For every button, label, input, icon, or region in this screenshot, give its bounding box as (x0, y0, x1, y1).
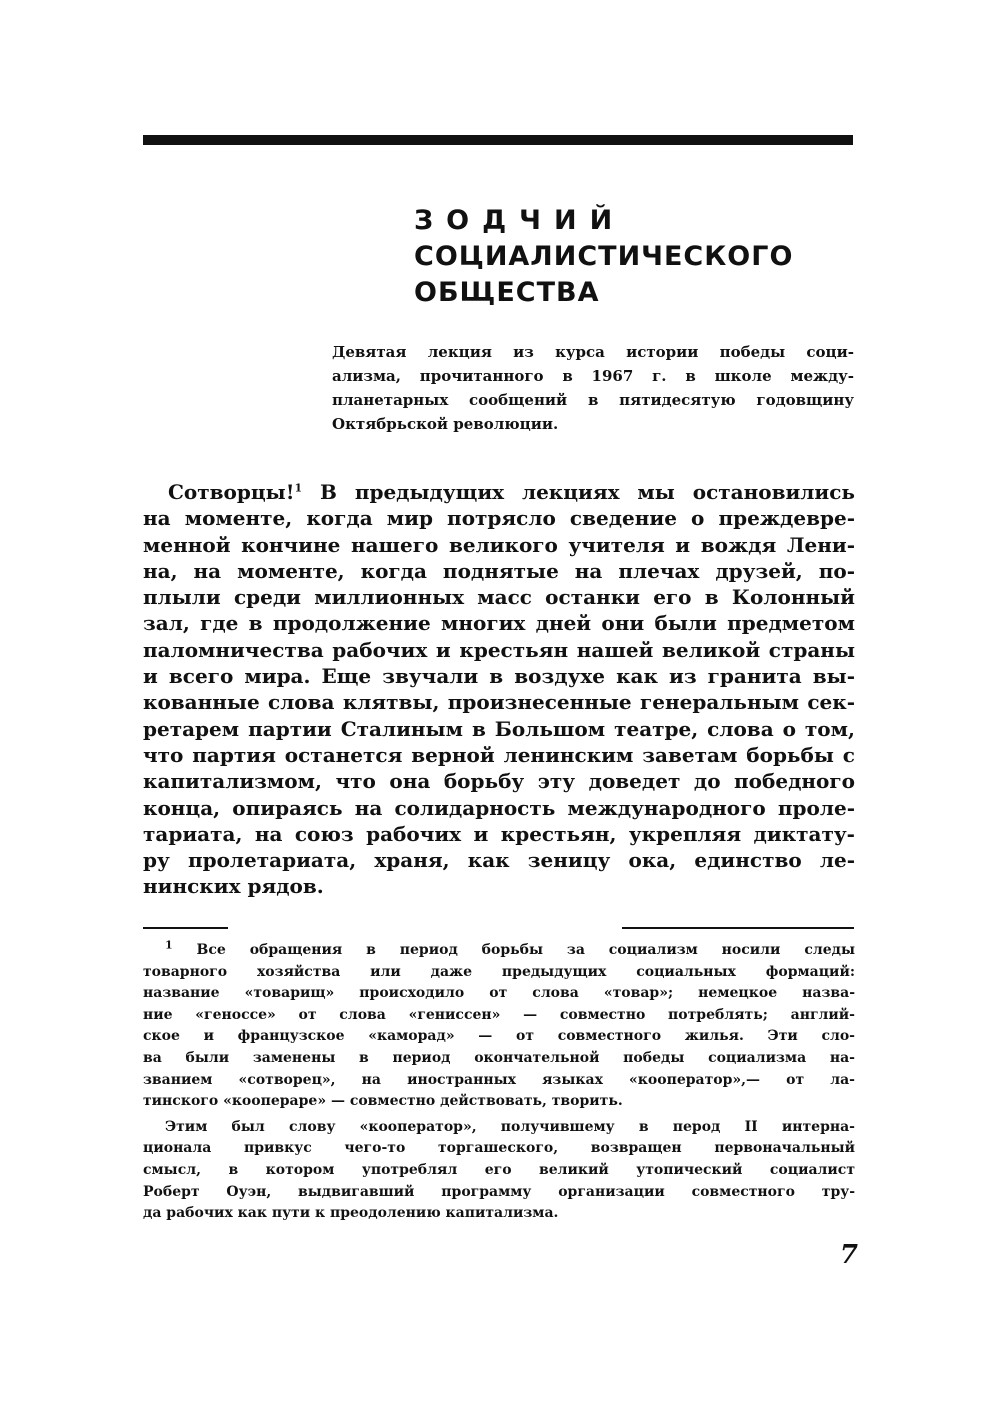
body-line: нинских рядов. (143, 874, 324, 899)
body-line: на, на моменте, когда поднятые на плечах друзей, по- (143, 558, 855, 583)
footnote-ref-mark: 1 (294, 481, 303, 495)
footnote-rule-right (622, 927, 854, 929)
title-line-1: ЗОДЧИЙ (414, 205, 626, 236)
footnote-paragraph-2 (143, 1117, 855, 1225)
footnote-mark: 1 (165, 938, 173, 952)
body-line: капитализмом, что она борьбу эту доведет до победного (143, 769, 855, 794)
footnote-line: ва были заменены в период окончательной победы социализма на- (143, 1049, 855, 1066)
footnote-first-text: Все обращения в период борьбы за социализм носили следы (196, 942, 855, 958)
body-line: ру пролетариата, храня, как зеницу ока, единство ле- (143, 848, 855, 873)
footnote-line: товарного хозяйства или даже предыдущих социальных формаций: (143, 963, 855, 980)
footnote (143, 940, 855, 1225)
title-line-3: ОБЩЕСТВА (414, 277, 600, 308)
footnote-line: да рабочих как пути к преодолению капитализма. (143, 1205, 559, 1222)
page-number: 7 (839, 1240, 858, 1270)
footnote-line: название «товарищ» происходило от слова «товар»; немецкое назва- (143, 985, 855, 1002)
subtitle-line: планетарных сообщений в пятидесятую годовщину (332, 391, 854, 409)
body-line: паломничества рабочих и крестьян нашей великой страны (143, 637, 855, 662)
body-line: конца, опираясь на солидарность международного проле- (143, 795, 855, 820)
first-word: Сотворцы! (168, 480, 295, 504)
body-line: кованные слова клятвы, произнесенные генеральным сек- (143, 690, 855, 715)
body-line: ретарем партии Сталиным в Большом театре, слова о том, (143, 716, 855, 741)
body-line: и всего мира. Еще звучали в воздухе как из гранита вы- (143, 664, 855, 689)
top-rule (143, 135, 853, 145)
body-line: зал, где в продолжение многих дней они были предметом (143, 611, 855, 636)
footnote-line: Этим был слову «кооператор», получившему в перод II интерна- (165, 1118, 855, 1135)
body-line: что партия останется верной ленинским заветам борьбы с (143, 742, 855, 767)
footnote-line: званием «сотворец», на иностранных языках «кооператор»,— от ла- (143, 1071, 855, 1088)
body-line: плыли среди миллионных масс останки его в Колонный (143, 585, 855, 610)
body-line (143, 479, 855, 505)
footnote-rule-left (143, 927, 228, 929)
subtitle-line: Октябрьской революции. (332, 415, 559, 433)
chapter-subtitle (332, 340, 854, 436)
footnote-line: смысл, в котором употреблял его великий утопический социалист (143, 1161, 855, 1178)
first-line-rest: В предыдущих лекциях мы остановились (320, 480, 855, 504)
footnote-line: тинского «коопераре» — совместно действовать, творить. (143, 1093, 623, 1110)
body-line: на моменте, когда мир потрясло сведение о преждевре- (143, 506, 855, 531)
subtitle-line: ализма, прочитанного в 1967 г. в школе между- (332, 367, 854, 385)
body-paragraph (143, 479, 855, 900)
footnote-line: Роберт Оуэн, выдвигавший программу организации совместного тру- (143, 1183, 855, 1200)
footnote-line: ционала привкус чего-то торгашеского, возвращен первоначальный (143, 1140, 855, 1157)
body-line: менной кончине нашего великого учителя и вождя Лени- (143, 532, 855, 557)
footnote-line: ние «геноссе» от слова «гениссен» — совместно потреблять; англий- (143, 1006, 855, 1023)
footnote-line (143, 940, 855, 962)
chapter-title (414, 203, 864, 311)
body-line: тариата, на союз рабочих и крестьян, укрепляя диктату- (143, 821, 855, 846)
footnote-line: ское и французское «каморад» — от совместного жилья. Эти сло- (143, 1028, 855, 1045)
title-line-2: СОЦИАЛИСТИЧЕСКОГО (414, 241, 794, 272)
subtitle-line: Девятая лекция из курса истории победы соци- (332, 343, 854, 361)
footnote-paragraph-1 (143, 940, 855, 1113)
